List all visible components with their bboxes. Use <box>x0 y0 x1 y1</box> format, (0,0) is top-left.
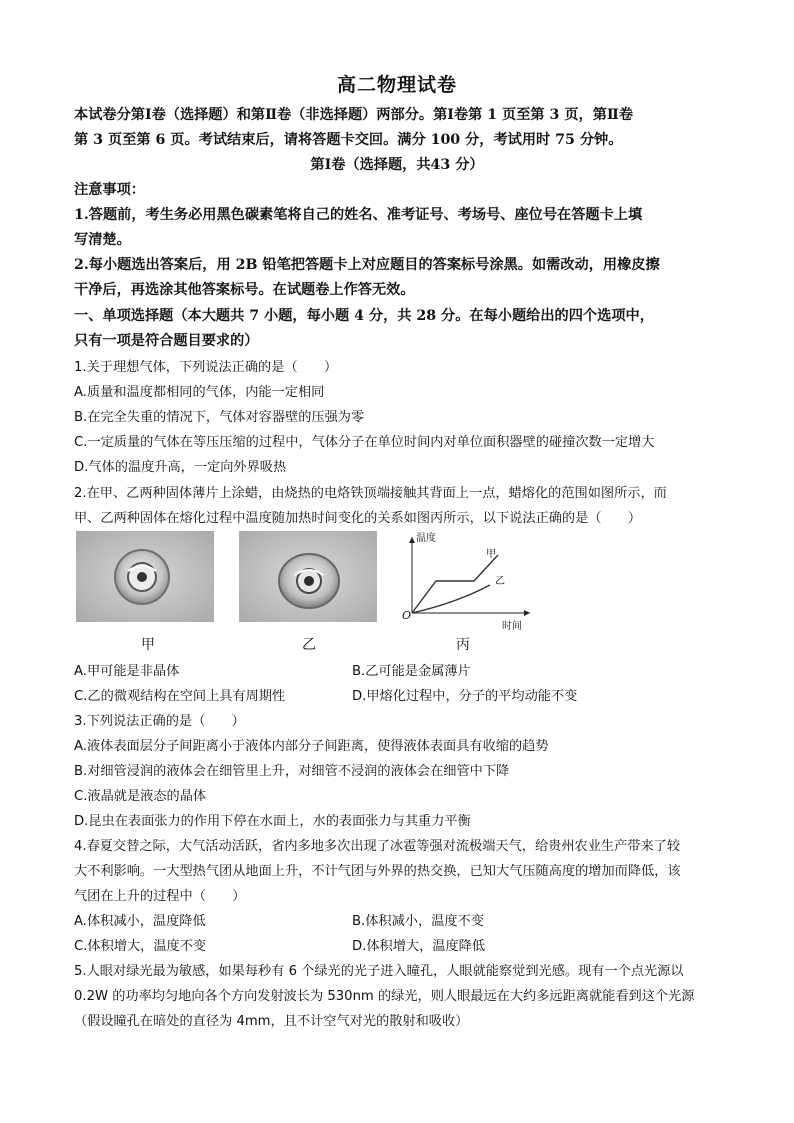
q3-option-d: D.昆虫在表面张力的作用下停在水面上，水的表面张力与其重力平衡 <box>74 814 471 829</box>
q2-option-d: D.甲熔化过程中，分子的平均动能不变 <box>352 689 578 704</box>
q4-option-b: B.体积减小，温度不变 <box>352 914 484 929</box>
part1-heading: 第Ⅰ卷（选择题，共43 分） <box>310 157 484 173</box>
section1-heading-2: 只有一项是符合题目要求的） <box>74 333 259 349</box>
notes-line-1: 1.答题前，考生务必用黑色碳素笔将自己的姓名、准考证号、考场号、座位号在答题卡上填 <box>74 207 643 223</box>
q4-option-c: C.体积增大，温度不变 <box>74 939 207 954</box>
exam-title: 高二物理试卷 <box>336 74 457 96</box>
figure-yi-photo <box>239 531 377 622</box>
q4-stem-3: 气团在上升的过程中（ ） <box>74 889 246 904</box>
figure-caption-jia: 甲 <box>141 637 155 653</box>
figure-caption-yi: 乙 <box>302 637 316 653</box>
q1-option-c: C.一定质量的气体在等压压缩的过程中，气体分子在单位时间内对单位面积器壁的碰撞次数一定增大 <box>74 435 655 450</box>
q4-stem-2: 大不利影响。一大型热气团从地面上升，不计气团与外界的热交换，已知大气压随高度的增加而降低，该 <box>74 864 681 879</box>
q5-stem-1: 5.人眼对绿光最为敏感，如果每秒有 6 个绿光的光子进入瞳孔，人眼就能察觉到光感。现有一个点光源以 <box>74 964 684 979</box>
notes-line-2: 写清楚。 <box>74 232 131 248</box>
figure-bing-graph <box>398 531 533 632</box>
q3-option-c: C.液晶就是液态的晶体 <box>74 789 207 804</box>
figure-jia-photo <box>76 531 214 622</box>
q2-option-b: B.乙可能是金属薄片 <box>352 664 471 679</box>
intro-line-1: 本试卷分第Ⅰ卷（选择题）和第Ⅱ卷（非选择题）两部分。第Ⅰ卷第 1 页至第 3 页，第Ⅱ卷 <box>74 107 634 123</box>
q1-option-d: D.气体的温度升高，一定向外界吸热 <box>74 460 287 475</box>
q4-stem-1: 4.春夏交替之际，大气活动活跃，省内多地多次出现了冰雹等强对流极端天气，给贵州农业生产带来了较 <box>74 839 681 854</box>
q4-option-d: D.体积增大，温度降低 <box>352 939 486 954</box>
q2-option-c: C.乙的微观结构在空间上具有周期性 <box>74 689 286 704</box>
section1-heading-1: 一、单项选择题（本大题共 7 小题，每小题 4 分，共 28 分。在每小题给出的四个选项中， <box>74 308 654 324</box>
graph-series-jia-label: 甲 <box>486 549 496 560</box>
notes-line-3: 2.每小题选出答案后，用 2B 铅笔把答题卡上对应题目的答案标号涂黑。如需改动，用橡皮擦 <box>74 257 660 273</box>
graph-series-yi-label: 乙 <box>495 576 505 587</box>
q5-stem-3: （假设瞳孔在暗处的直径为 4mm，且不计空气对光的散射和吸收） <box>74 1014 469 1029</box>
graph-origin: O <box>402 609 412 622</box>
q3-stem: 3.下列说法正确的是（ ） <box>74 714 245 729</box>
q1-stem: 1.关于理想气体，下列说法正确的是（ ） <box>74 360 338 375</box>
q1-option-a: A.质量和温度都相同的气体，内能一定相同 <box>74 385 325 400</box>
q4-option-a: A.体积减小，温度降低 <box>74 914 206 929</box>
q2-stem-1: 2.在甲、乙两种固体薄片上涂蜡，由烧热的电烙铁顶端接触其背面上一点，蜡熔化的范围如图所示，而 <box>74 486 667 501</box>
graph-ylabel: 温度 <box>416 533 436 544</box>
graph-xlabel: 时间 <box>502 621 522 632</box>
q3-option-a: A.液体表面层分子间距离小于液体内部分子间距离，使得液体表面具有收缩的趋势 <box>74 739 549 754</box>
notes-line-4: 干净后，再选涂其他答案标号。在试题卷上作答无效。 <box>74 282 415 298</box>
q3-option-b: B.对细管浸润的液体会在细管里上升，对细管不浸润的液体会在细管中下降 <box>74 764 510 779</box>
figure-caption-bing: 丙 <box>456 637 470 653</box>
notes-heading: 注意事项： <box>74 182 145 198</box>
graph-curve-jia <box>412 555 498 613</box>
q5-stem-2: 0.2W 的功率均匀地向各个方向发射波长为 530nm 的绿光，则人眼最远在大约多远距离就能看到这个光源 <box>74 989 695 1004</box>
graph-curve-yi <box>412 585 490 613</box>
q2-option-a: A.甲可能是非晶体 <box>74 664 180 679</box>
q2-stem-2: 甲、乙两种固体在熔化过程中温度随加热时间变化的关系如图丙所示，以下说法正确的是（ ） <box>74 511 642 526</box>
intro-line-2: 第 3 页至第 6 页。考试结束后，请将答题卡交回。满分 100 分，考试用时 75 分钟。 <box>74 132 623 148</box>
q1-option-b: B.在完全失重的情况下，气体对容器壁的压强为零 <box>74 410 365 425</box>
